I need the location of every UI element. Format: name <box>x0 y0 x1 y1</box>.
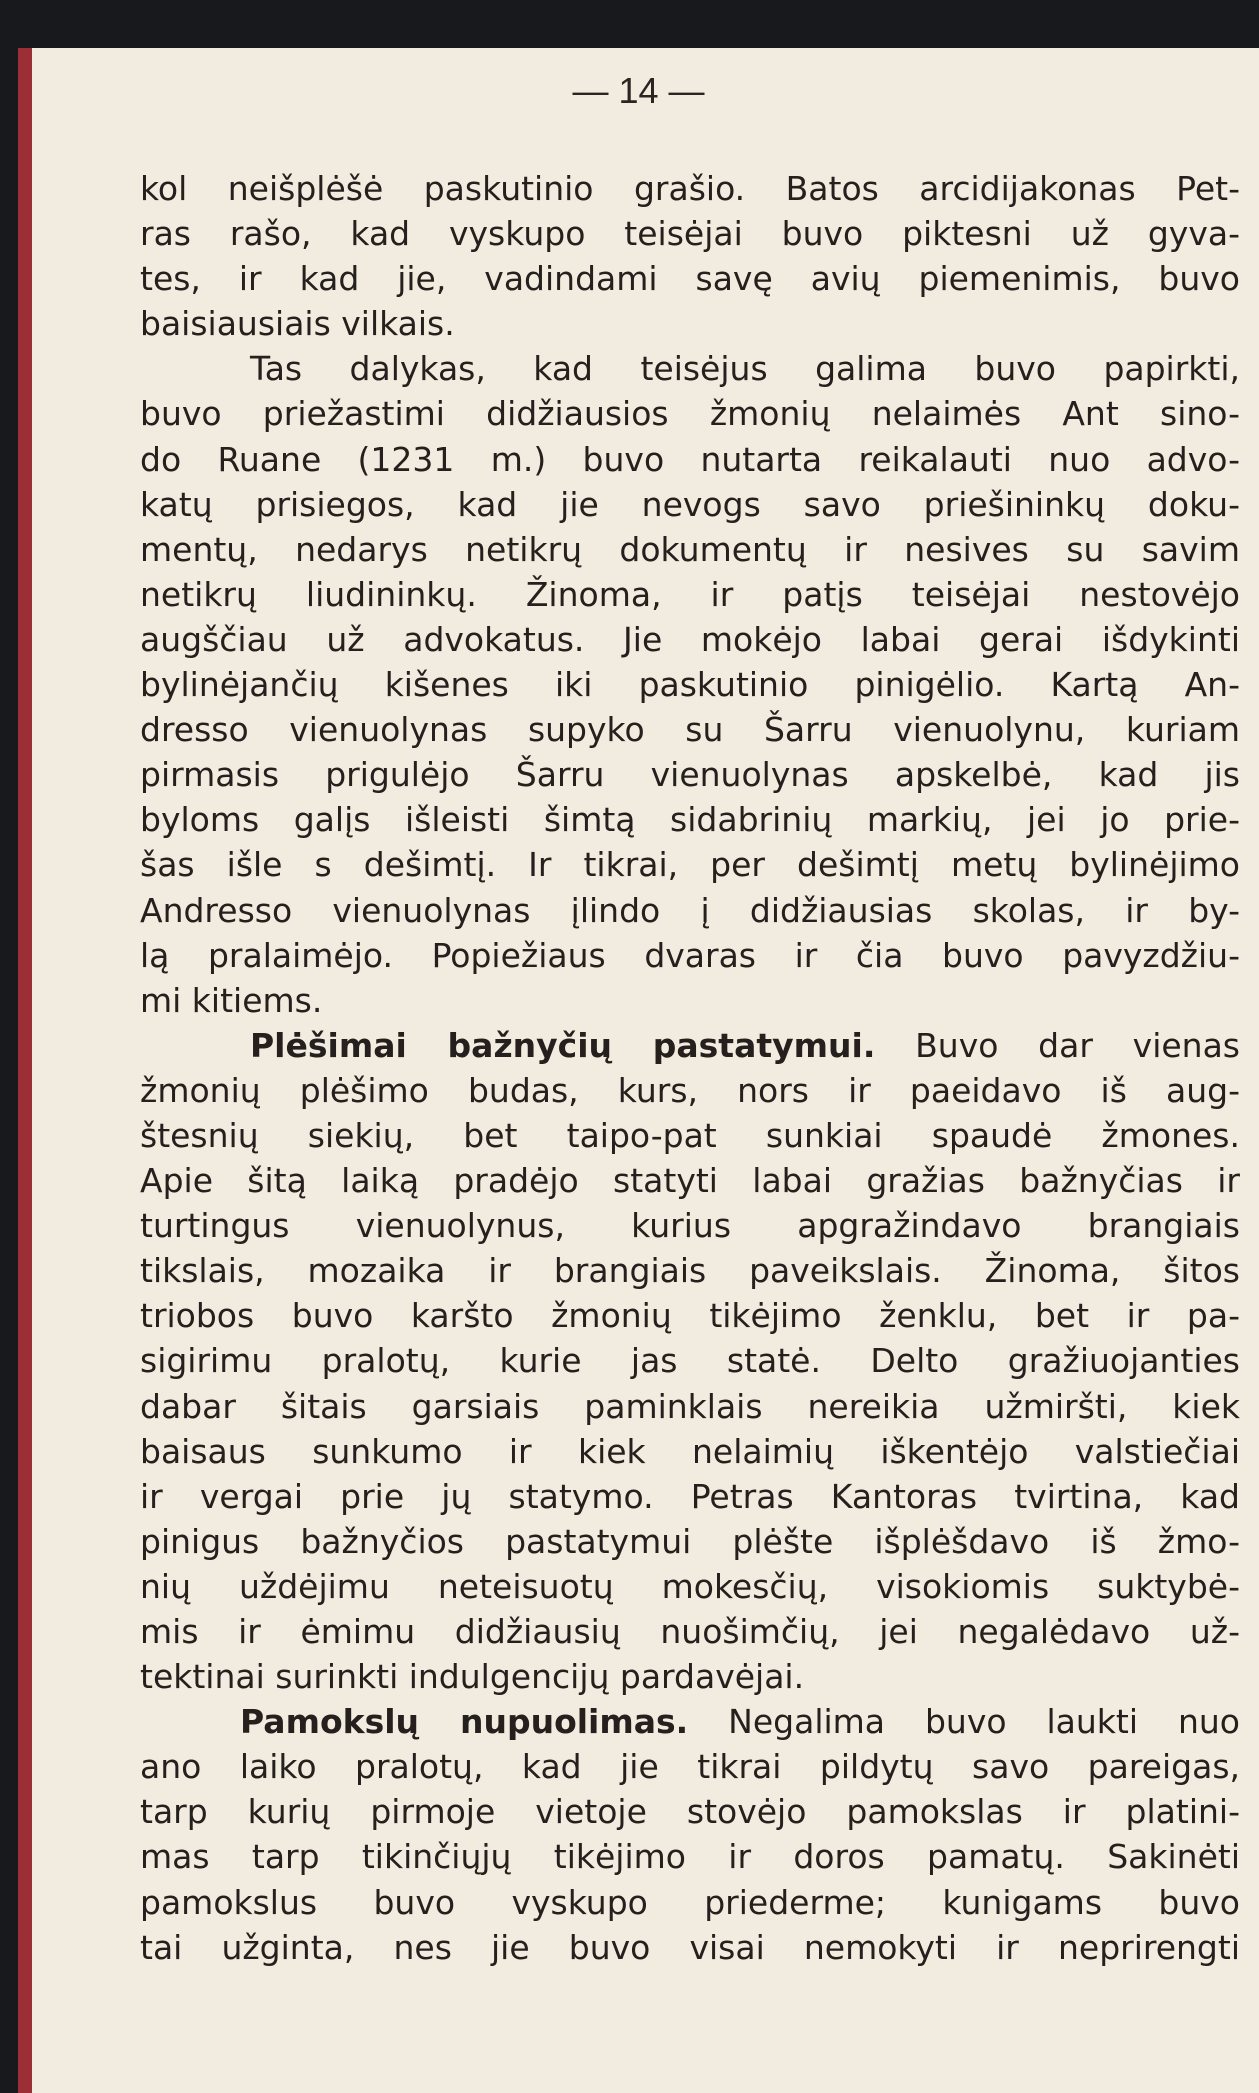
text-line: Apie šitą laiką pradėjo statyti labai gražias bažnyčias ir <box>140 1161 1240 1201</box>
text-line: Tas dalykas, kad teisėjus galima buvo papirkti, <box>250 349 1240 389</box>
text-line: mas tarp tikinčiųjų tikėjimo ir doros pamatų. Sakinėti <box>140 1837 1240 1877</box>
text-line: do Ruane (1231 m.) buvo nutarta reikalauti nuo advo- <box>140 439 1240 479</box>
text-line: baisiausiais vilkais. <box>140 304 455 344</box>
page-number: — 14 — <box>572 70 705 111</box>
section-heading: Pamokslų nupuolimas. <box>240 1702 689 1742</box>
text-line: nių uždėjimu neteisuotų mokesčių, visokiomis suktybė- <box>140 1566 1240 1606</box>
section-start-line <box>140 1699 1240 1744</box>
text-line: dabar šitais garsiais paminklais nereikia užmiršti, kiek <box>140 1386 1240 1426</box>
text-line: mis ir ėmimu didžiausių nuošimčių, jei negalėdavo už- <box>140 1612 1240 1651</box>
text-line: tes, ir kad jie, vadindami savę avių piemenimis, buvo <box>140 259 1240 299</box>
text-line: ras rašo, kad vyskupo teisėjai buvo piktesni už gyva- <box>140 214 1240 254</box>
text-line: turtingus vienuolynus, kurius apgražindavo brangiais <box>140 1206 1240 1246</box>
text-line: triobos buvo karšto žmonių tikėjimo ženklu, bet ir pa- <box>140 1296 1240 1336</box>
text-line: netikrų liudininkų. Žinoma, ir patįs teisėjai nestovėjo <box>140 574 1240 614</box>
text-line: pinigus bažnyčios pastatymui plėšte išplėšdavo iš žmo- <box>140 1521 1240 1561</box>
text-line: kol neišplėšė paskutinio grašio. Batos arcidijakonas Pet- <box>140 169 1240 208</box>
section-start-line <box>140 1023 1240 1068</box>
text-line: lą pralaimėjo. Popiežiaus dvaras ir čia buvo pavyzdžiu- <box>140 935 1240 975</box>
text-line: ano laiko pralotų, kad jie tikrai pildytų savo pareigas, <box>140 1747 1240 1787</box>
text-line: tikslais, mozaika ir brangiais paveikslais. Žinoma, šitos <box>140 1251 1240 1291</box>
text-line: buvo priežastimi didžiausios žmonių nelaimės Ant sino- <box>140 394 1240 434</box>
text-line: Andresso vienuolynas įlindo į didžiausias skolas, ir by- <box>140 890 1240 930</box>
text-line: baisaus sunkumo ir kiek nelaimių iškentėjo valstiečiai <box>140 1431 1240 1471</box>
text-line: pamokslus buvo vyskupo priederme; kunigams buvo <box>140 1882 1240 1922</box>
text-run: Negalima buvo laukti nuo <box>728 1702 1240 1742</box>
text-line: žmonių plėšimo budas, kurs, nors ir paeidavo iš aug- <box>140 1070 1240 1110</box>
section-heading: Plėšimai bažnyčių pastatymui. <box>250 1025 876 1065</box>
text-line: ir vergai prie jų statymo. Petras Kantoras tvirtina, kad <box>140 1476 1240 1516</box>
text-line: tarp kurių pirmoje vietoje stovėjo pamokslas ir platini- <box>140 1792 1240 1832</box>
text-line: šas išle s dešimtį. Ir tikrai, per dešimtį metų bylinėjimo <box>140 845 1240 885</box>
book-page <box>18 48 1259 2093</box>
text-line: mi kitiems. <box>140 980 323 1020</box>
text-line: bylinėjančių kišenes iki paskutinio pinigėlio. Kartą An- <box>140 665 1240 705</box>
text-run: Buvo dar vienas <box>915 1025 1240 1065</box>
text-line: tai užginta, nes jie buvo visai nemokyti ir neprirengti <box>140 1927 1240 1967</box>
text-line: tektinai surinkti indulgencijų pardavėjai. <box>140 1657 805 1697</box>
text-line: katų prisiegos, kad jie nevogs savo priešininkų doku- <box>140 484 1240 524</box>
text-line: sigirimu pralotų, kurie jas statė. Delto gražiuojanties <box>140 1341 1240 1381</box>
body-text <box>140 166 1240 1970</box>
text-line: mentų, nedarys netikrų dokumentų ir nesives su savim <box>140 529 1240 569</box>
text-line: byloms galįs išleisti šimtą sidabrinių markių, jei jo prie- <box>140 800 1240 840</box>
text-line: pirmasis prigulėjo Šarru vienuolynas apskelbė, kad jis <box>140 755 1240 795</box>
text-line: dresso vienuolynas supyko su Šarru vienuolynu, kuriam <box>140 710 1240 750</box>
text-line: augščiau už advokatus. Jie mokėjo labai gerai išdykinti <box>140 619 1240 659</box>
text-line: štesnių siekių, bet taipo-pat sunkiai spaudė žmones. <box>140 1115 1240 1155</box>
